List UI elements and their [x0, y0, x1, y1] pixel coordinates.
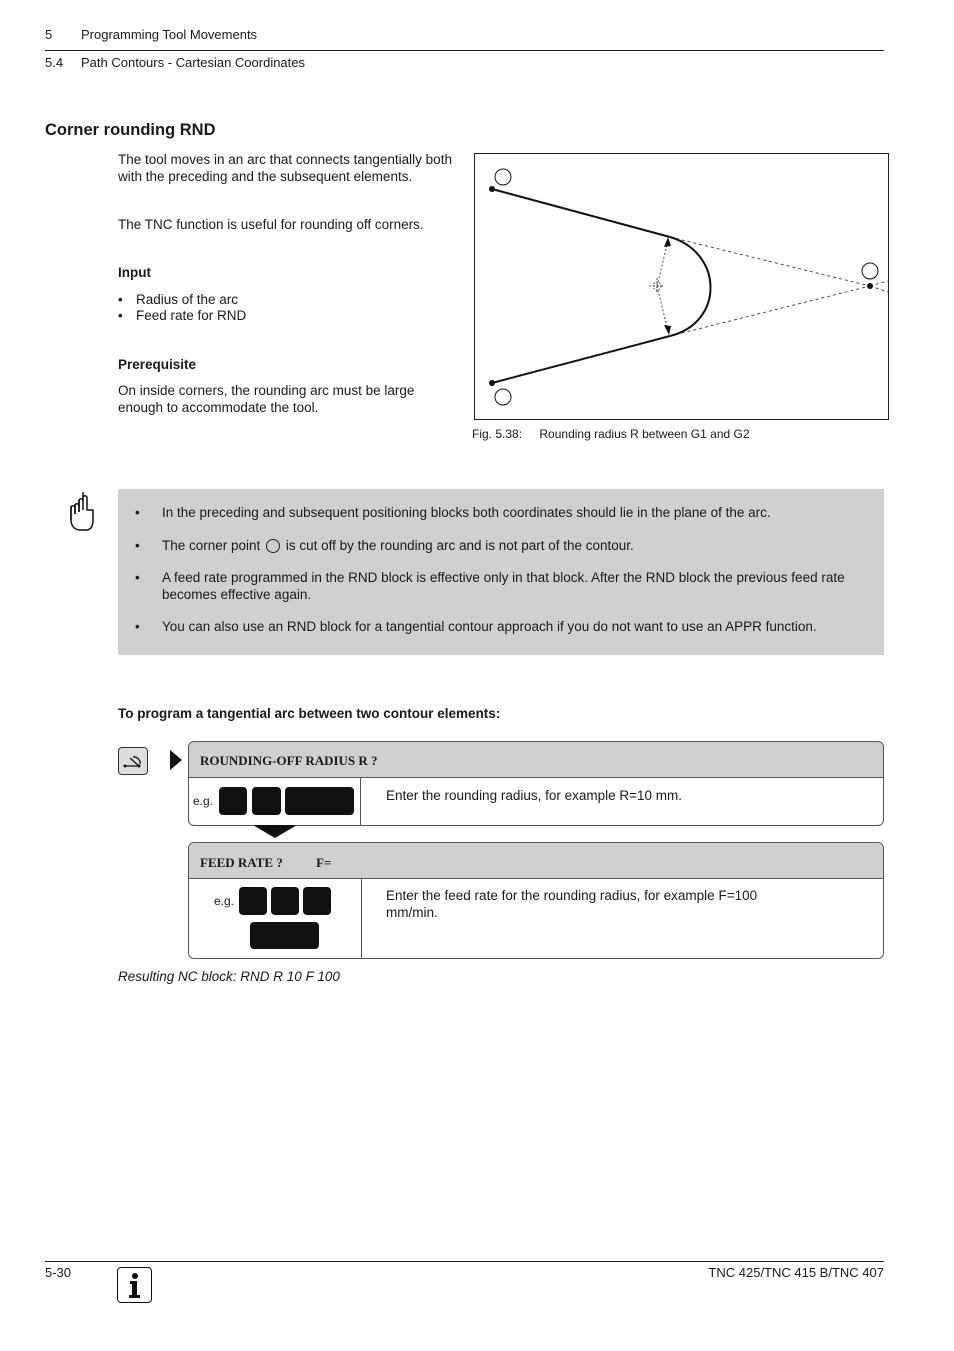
procedure-heading: To program a tangential arc between two contour elements:: [118, 706, 501, 721]
dialog-description: Enter the feed rate for the rounding radius, for example F=100 mm/min.: [386, 888, 758, 920]
step-down-arrow-icon: [253, 825, 297, 838]
section-number: 5.4: [45, 55, 64, 70]
input-list: [118, 292, 448, 324]
g1-start-point: [489, 186, 495, 192]
dialog-feed-rate: [188, 842, 884, 959]
intro-paragraph: The tool moves in an arc that connects tangentially both with the preceding and the subsequent elements.: [118, 152, 452, 184]
digit-key-0[interactable]: [271, 887, 299, 915]
eg-label: e.g.: [214, 894, 235, 908]
section-heading: Corner rounding RND: [45, 121, 216, 139]
dialog-divider: [361, 879, 362, 958]
dialog-header: [189, 843, 883, 879]
corner-point: [867, 283, 873, 289]
section-title: Path Contours - Cartesian Coordinates: [81, 55, 306, 70]
corner-marker-icon: [862, 263, 878, 279]
dialog-header: [189, 742, 883, 778]
note-item: [118, 538, 864, 555]
ent-key[interactable]: [250, 922, 319, 949]
product-name: TNC 425/TNC 415 B/TNC 407: [708, 1265, 884, 1280]
footer-rule: [45, 1261, 884, 1262]
dialog-prompt: FEED RATE ?: [200, 855, 283, 870]
figure-caption-text: Rounding radius R between G1 and G2: [539, 427, 750, 441]
chapter-number: 5: [45, 27, 53, 42]
input-item-feed: • Feed rate for RND: [118, 308, 448, 324]
digit-key-0[interactable]: [252, 787, 281, 815]
dialog-rounding-radius: [188, 741, 884, 826]
input-item-radius: • Radius of the arc: [118, 292, 448, 308]
eg-label: e.g.: [193, 794, 214, 808]
dialog-prompt: ROUNDING-OFF RADIUS R ?: [200, 753, 378, 768]
digit-key-1[interactable]: [219, 787, 247, 815]
note-item: • You can also use an RND block for a tangential contour approach if you do not want to use an APPR function.: [118, 619, 864, 636]
figure-caption-number: Fig. 5.38:: [472, 427, 523, 441]
digit-key-1[interactable]: [239, 887, 267, 915]
note-item: • A feed rate programmed in the RND block is effective only in that block. After the RND block the previous feed rate becomes effective again.: [118, 570, 864, 603]
prerequisite-paragraph: On inside corners, the rounding arc must be large enough to accommodate the tool.: [118, 383, 415, 415]
info-icon: [117, 1267, 152, 1303]
corner-point-suffix: is cut off by the rounding arc and is not part of the contour.: [285, 537, 634, 553]
resulting-nc-block: Resulting NC block: RND R 10 F 100: [118, 969, 340, 984]
step-arrow-icon: [170, 750, 182, 770]
dialog-description: Enter the rounding radius, for example R=10 mm.: [386, 788, 683, 803]
g2-end-point: [489, 380, 495, 386]
running-header-chapter: [45, 27, 445, 43]
note-item: • In the preceding and subsequent positioning blocks both coordinates should lie in the plane of the arc.: [118, 505, 864, 522]
corner-point-prefix: The corner point: [162, 537, 261, 553]
figure-rounding-radius: [474, 153, 889, 420]
page-number: 5-30: [45, 1265, 72, 1280]
header-rule: [45, 50, 884, 51]
chapter-title: Programming Tool Movements: [81, 27, 258, 42]
prerequisite-heading: Prerequisite: [118, 357, 197, 372]
dialog-prompt-field: F=: [316, 855, 332, 870]
dialog-divider: [360, 778, 361, 825]
pointing-hand-icon: [66, 490, 96, 532]
digit-key-0-second[interactable]: [303, 887, 331, 915]
corner-point-icon: [266, 539, 280, 553]
note-box: [118, 489, 884, 655]
g1-marker-icon: [495, 169, 511, 185]
rounding-diagram: [474, 153, 889, 420]
input-heading: Input: [118, 265, 151, 280]
running-header-section: [45, 55, 445, 71]
g2-marker-icon: [495, 389, 511, 405]
intro-paragraph-2: The TNC function is useful for rounding off corners.: [118, 217, 424, 232]
figure-caption: [472, 427, 750, 441]
ent-key[interactable]: [285, 787, 354, 815]
note-list: [118, 489, 884, 636]
rnd-key-icon[interactable]: [118, 747, 148, 775]
